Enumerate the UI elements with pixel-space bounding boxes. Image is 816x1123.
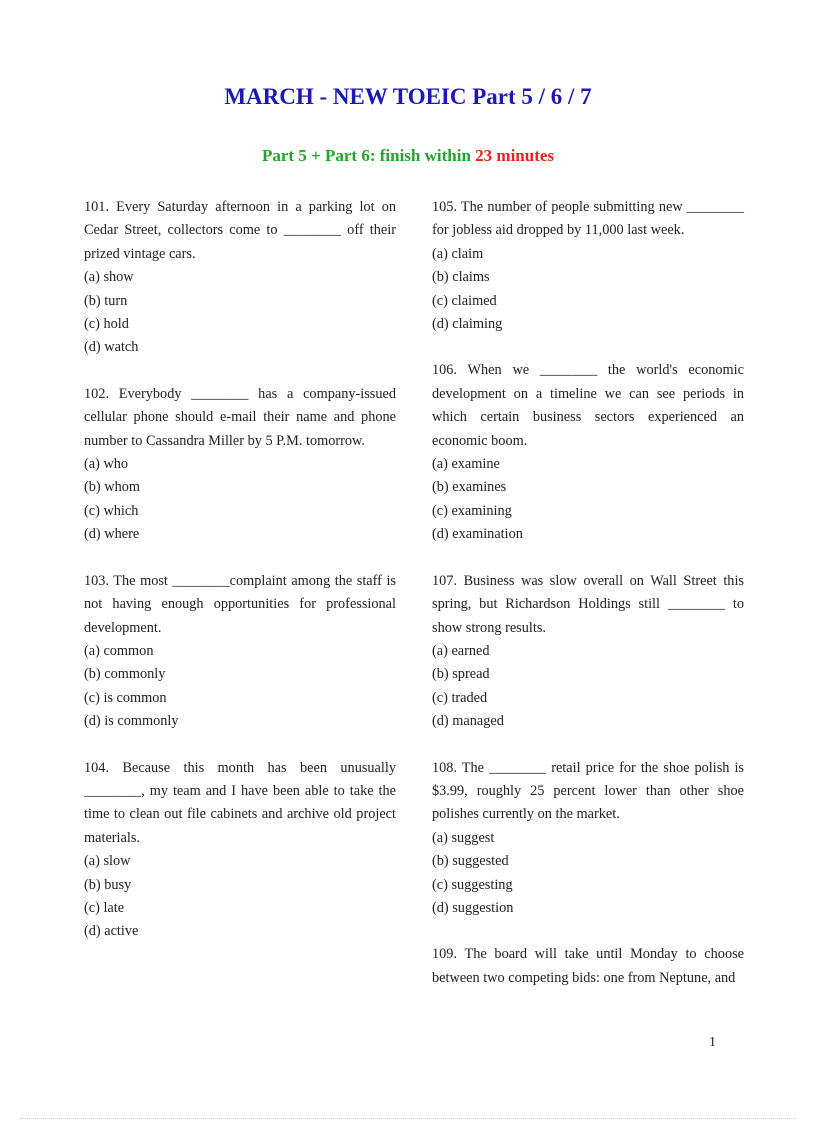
section-instruction (0, 146, 816, 166)
question-105 (432, 196, 744, 336)
question-stem: 107. Business was slow overall on Wall Street this spring, but Richardson Holdings still ________ to show strong results. (432, 572, 744, 636)
question-stem: 104. Because this month has been unusually ________, my team and I have been able to take the time to clean out file cabinets and archive old project materials. (84, 759, 396, 846)
option-b: (b) busy (84, 876, 132, 893)
option-d: (d) is commonly (84, 713, 179, 730)
option-a: (a) claim (432, 245, 484, 262)
option-c: (c) claimed (432, 292, 497, 309)
option-d: (d) where (84, 526, 140, 543)
question-102 (84, 383, 396, 547)
option-c: (c) hold (84, 316, 129, 333)
page-number: 1 (709, 1035, 716, 1050)
question-stem: 106. When we ________ the world's economic development on a timeline we can see periods in which certain business sectors experienced an economic boom. (432, 362, 744, 449)
option-a: (a) earned (432, 642, 490, 659)
page-title: MARCH - NEW TOEIC Part 5 / 6 / 7 (224, 84, 592, 109)
option-d: (d) suggestion (432, 899, 514, 916)
instruction-text: Part 5 + Part 6: finish within (261, 146, 471, 165)
question-108 (432, 757, 744, 921)
time-limit: 23 minutes (475, 146, 555, 165)
option-b: (b) whom (84, 479, 140, 496)
page-footer-divider (20, 1118, 796, 1119)
question-stem: 103. The most ________complaint among the staff is not having enough opportunities for professional development. (84, 572, 396, 636)
option-c: (c) examining (432, 502, 512, 519)
option-b: (b) suggested (432, 853, 509, 870)
option-a: (a) common (84, 642, 154, 659)
question-column-left (84, 196, 396, 967)
question-104 (84, 757, 396, 944)
option-b: (b) claims (432, 269, 490, 286)
option-a: (a) show (84, 269, 134, 286)
question-107 (432, 570, 744, 734)
question-101 (84, 196, 396, 360)
option-a: (a) suggest (432, 829, 495, 846)
question-column-right (432, 196, 744, 1013)
option-d: (d) watch (84, 339, 139, 356)
option-c: (c) traded (432, 689, 488, 706)
option-b: (b) turn (84, 292, 128, 309)
option-d: (d) examination (432, 526, 523, 543)
option-c: (c) which (84, 502, 139, 519)
option-a: (a) slow (84, 853, 131, 870)
option-d: (d) managed (432, 713, 504, 730)
option-a: (a) examine (432, 456, 500, 473)
option-c: (c) is common (84, 689, 167, 706)
question-stem: 108. The ________ retail price for the shoe polish is $3.99, roughly 25 percent lower than other shoe polishes currently on the market. (432, 759, 744, 823)
question-stem: 109. The board will take until Monday to choose between two competing bids: one from Neptune, and (432, 946, 744, 986)
question-stem: 101. Every Saturday afternoon in a parking lot on Cedar Street, collectors come to ________ off their prized vintage cars. (84, 199, 396, 262)
option-b: (b) spread (432, 666, 490, 683)
question-stem: 102. Everybody ________ has a company-issued cellular phone should e-mail their name and phone number to Cassandra Miller by 5 P.M. tomorrow. (84, 385, 396, 449)
option-c: (c) late (84, 899, 125, 916)
option-b: (b) examines (432, 479, 507, 496)
question-109 (432, 943, 744, 990)
option-d: (d) active (84, 923, 139, 940)
option-c: (c) suggesting (432, 876, 513, 893)
question-106 (432, 359, 744, 546)
question-103 (84, 570, 396, 734)
option-d: (d) claiming (432, 316, 503, 333)
question-stem: 105. The number of people submitting new ________ for jobless aid dropped by 11,000 last week. (432, 199, 744, 239)
option-b: (b) commonly (84, 666, 166, 683)
option-a: (a) who (84, 456, 129, 473)
